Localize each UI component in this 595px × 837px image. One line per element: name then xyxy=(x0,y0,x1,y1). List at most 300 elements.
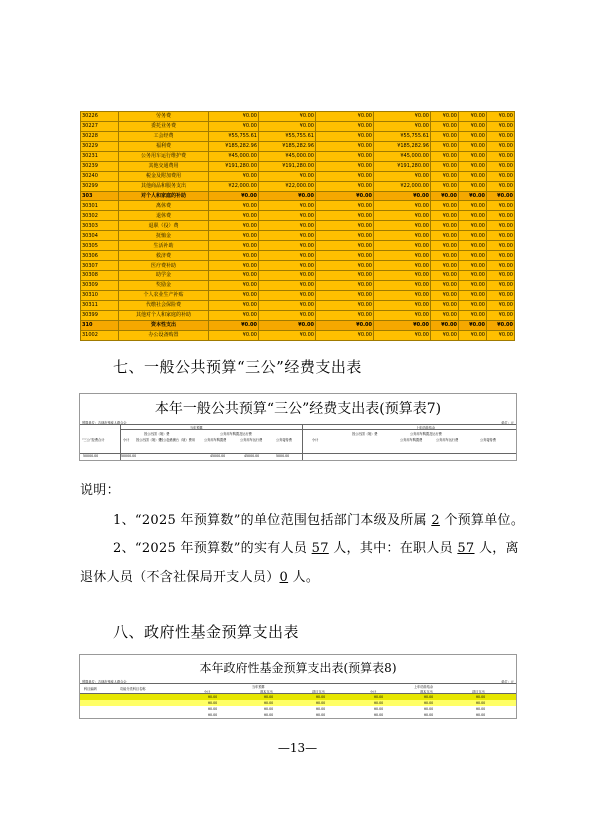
cell-value: ¥0.00 xyxy=(459,181,487,191)
table-row xyxy=(81,211,515,221)
cell-value: ¥0.00 xyxy=(487,221,515,231)
cell-value: ¥0.00 xyxy=(316,713,326,717)
cell-value: ¥0.00 xyxy=(487,121,515,131)
table-row xyxy=(81,261,515,271)
table7-val-subtotal: 50000.00 xyxy=(121,454,137,458)
page-number: —13— xyxy=(277,741,318,755)
table-row xyxy=(81,181,515,191)
cell-name: 工会经费 xyxy=(119,131,209,141)
cell-value: ¥0.00 xyxy=(374,171,431,181)
cell-value: ¥0.00 xyxy=(487,271,515,281)
table7-unit-right: 单位：元 xyxy=(501,421,514,425)
cell-value: ¥0.00 xyxy=(374,290,431,300)
cell-value: ¥0.00 xyxy=(264,707,274,711)
cell-name: 生活补助 xyxy=(119,241,209,251)
table8-title: 本年政府性基金预算支出表(预算表8) xyxy=(199,661,397,675)
cell-value: ¥0.00 xyxy=(316,300,374,310)
cell-value: ¥0.00 xyxy=(316,261,374,271)
table-row xyxy=(81,171,515,181)
cell-value: ¥55,755.61 xyxy=(374,131,431,141)
table7-col-total: “三公”经费合计 xyxy=(82,438,105,442)
table-row xyxy=(81,121,515,131)
cell-value: ¥0.00 xyxy=(431,211,459,221)
cell-value: ¥0.00 xyxy=(459,151,487,161)
cell-value: ¥0.00 xyxy=(459,112,487,122)
cell-value: ¥0.00 xyxy=(209,330,259,340)
cell-value: ¥0.00 xyxy=(316,141,374,151)
cell-value: ¥0.00 xyxy=(316,171,374,181)
table7-prev-reception: 公务接待费 xyxy=(480,438,496,442)
cell-name: 个人农业生产补贴 xyxy=(119,290,209,300)
cell-value: ¥0.00 xyxy=(374,707,384,711)
cell-value: ¥0.00 xyxy=(431,261,459,271)
table8-col-basic: 基本支出 xyxy=(260,690,273,694)
cell-value: ¥0.00 xyxy=(209,261,259,271)
cell-value: ¥0.00 xyxy=(487,231,515,241)
gov-fund-table xyxy=(79,654,517,719)
cell-value: ¥0.00 xyxy=(431,320,459,330)
table-row xyxy=(81,300,515,310)
table-row xyxy=(81,221,515,231)
cell-name: 委托业务费 xyxy=(119,121,209,131)
cell-value: ¥0.00 xyxy=(316,695,326,699)
cell-value: ¥0.00 xyxy=(459,141,487,151)
cell-code: 30309 xyxy=(81,280,119,290)
cell-value: ¥0.00 xyxy=(374,310,431,320)
table7-val-total: 50000.00 xyxy=(83,454,99,458)
cell-name: 退职（役）费 xyxy=(119,221,209,231)
cell-value: ¥0.00 xyxy=(259,241,316,251)
cell-value: ¥22,000.00 xyxy=(259,181,316,191)
table7-prev-subtotal: 小计 xyxy=(312,438,319,442)
cell-value: ¥0.00 xyxy=(487,181,515,191)
cell-name: 福利费 xyxy=(119,141,209,151)
cell-value: ¥0.00 xyxy=(259,330,316,340)
cell-value: ¥0.00 xyxy=(374,261,431,271)
expenditure-table xyxy=(80,111,515,341)
cell-value: ¥0.00 xyxy=(431,171,459,181)
cell-value: ¥0.00 xyxy=(316,201,374,211)
table7-unit-left: 预算单位：吉林市残疾人联合会 xyxy=(82,421,127,425)
table7-group-prev: 上年结转结余 xyxy=(416,426,436,430)
table-row xyxy=(81,151,515,161)
cell-value: ¥0.00 xyxy=(259,221,316,231)
cell-value: ¥0.00 xyxy=(209,320,259,330)
cell-code: 30301 xyxy=(81,201,119,211)
cell-value: ¥0.00 xyxy=(431,112,459,122)
table7-col-abroad-sub: 因公出国（境）费 xyxy=(136,438,162,442)
table7-group-current: 当年预算 xyxy=(190,426,203,430)
cell-name: 其他商品和服务支出 xyxy=(119,181,209,191)
cell-value: ¥0.00 xyxy=(374,330,431,340)
cell-value: ¥0.00 xyxy=(487,261,515,271)
cell-value: ¥0.00 xyxy=(209,121,259,131)
cell-value: ¥0.00 xyxy=(431,231,459,241)
cell-value: ¥0.00 xyxy=(374,701,384,705)
table-row xyxy=(81,330,515,340)
cell-value: ¥0.00 xyxy=(374,211,431,221)
cell-value: ¥0.00 xyxy=(316,280,374,290)
cell-code: 310 xyxy=(81,320,119,330)
notes-line1: 1、“2025 年预算数”的单位范围包括部门本级及所属 2 个预算单位。 xyxy=(113,513,525,528)
cell-value: ¥0.00 xyxy=(487,112,515,122)
cell-name: 税金及附加费用 xyxy=(119,171,209,181)
cell-value: ¥0.00 xyxy=(431,221,459,231)
cell-value: ¥0.00 xyxy=(316,151,374,161)
cell-value: ¥0.00 xyxy=(476,707,486,711)
cell-value: ¥0.00 xyxy=(424,707,434,711)
cell-name: 代缴社会保险费 xyxy=(119,300,209,310)
cell-value: ¥0.00 xyxy=(209,112,259,122)
cell-code: 303 xyxy=(81,191,119,201)
cell-value: ¥0.00 xyxy=(431,151,459,161)
cell-value: ¥0.00 xyxy=(209,201,259,211)
cell-value: ¥0.00 xyxy=(431,181,459,191)
cell-value: ¥0.00 xyxy=(316,112,374,122)
cell-name: 离休费 xyxy=(119,201,209,211)
cell-value: ¥0.00 xyxy=(476,713,486,717)
cell-value: ¥0.00 xyxy=(487,280,515,290)
cell-value: ¥0.00 xyxy=(316,241,374,251)
cell-value: ¥0.00 xyxy=(431,251,459,261)
cell-value: ¥0.00 xyxy=(259,310,316,320)
cell-value: ¥0.00 xyxy=(259,300,316,310)
table7-col-subtotal: 小计 xyxy=(123,438,130,442)
cell-value: ¥0.00 xyxy=(424,695,434,699)
cell-name: 奖励金 xyxy=(119,280,209,290)
cell-code: 30306 xyxy=(81,251,119,261)
cell-value: ¥0.00 xyxy=(476,695,486,699)
cell-value: ¥0.00 xyxy=(374,241,431,251)
cell-name: 公务用车运行维护费 xyxy=(119,151,209,161)
cell-value: ¥0.00 xyxy=(209,310,259,320)
cell-name: 资本性支出 xyxy=(119,320,209,330)
cell-value: ¥0.00 xyxy=(459,300,487,310)
cell-value: ¥0.00 xyxy=(374,231,431,241)
cell-value: ¥0.00 xyxy=(374,201,431,211)
table-row xyxy=(81,191,515,201)
cell-value: ¥0.00 xyxy=(209,300,259,310)
cell-value: ¥0.00 xyxy=(316,707,326,711)
cell-value: ¥0.00 xyxy=(459,131,487,141)
cell-value: ¥0.00 xyxy=(264,695,274,699)
cell-value: ¥0.00 xyxy=(459,161,487,171)
cell-value: ¥0.00 xyxy=(374,112,431,122)
section7-heading: 七、一般公共预算“三公”经费支出表 xyxy=(113,358,362,376)
cell-value: ¥0.00 xyxy=(259,201,316,211)
cell-value: ¥185,282.96 xyxy=(209,141,259,151)
cell-value: ¥0.00 xyxy=(431,121,459,131)
cell-value: ¥0.00 xyxy=(264,713,274,717)
cell-value: ¥0.00 xyxy=(209,251,259,261)
cell-value: ¥22,000.00 xyxy=(374,181,431,191)
cell-value: ¥0.00 xyxy=(316,161,374,171)
cell-value: ¥0.00 xyxy=(209,290,259,300)
table8-group-current: 当年预算 xyxy=(252,685,265,689)
table7-prev-abroad: 因公出国（境）费 xyxy=(352,432,378,436)
cell-value: ¥0.00 xyxy=(431,161,459,171)
cell-code: 30228 xyxy=(81,131,119,141)
cell-value: ¥0.00 xyxy=(431,141,459,151)
cell-value: ¥0.00 xyxy=(316,181,374,191)
table8-prev-total: 小计 xyxy=(370,690,377,694)
cell-value: ¥0.00 xyxy=(431,280,459,290)
cell-value: ¥0.00 xyxy=(316,330,374,340)
cell-code: 30227 xyxy=(81,121,119,131)
cell-value: ¥0.00 xyxy=(459,330,487,340)
table-row xyxy=(81,112,515,122)
cell-code: 30299 xyxy=(81,181,119,191)
cell-value: ¥0.00 xyxy=(487,151,515,161)
cell-value: ¥0.00 xyxy=(431,300,459,310)
notes-line2: 2、“2025 年预算数”的实有人员 57 人，其中：在职人员 57 人，离 xyxy=(113,541,519,556)
cell-value: ¥45,000.00 xyxy=(374,151,431,161)
cell-value: ¥0.00 xyxy=(487,251,515,261)
table8-col-project: 项目支出 xyxy=(312,690,325,694)
cell-value: ¥0.00 xyxy=(487,300,515,310)
cell-value: ¥0.00 xyxy=(316,211,374,221)
cell-value: ¥0.00 xyxy=(209,191,259,201)
cell-value: ¥0.00 xyxy=(487,290,515,300)
cell-code: 30311 xyxy=(81,300,119,310)
cell-value: ¥0.00 xyxy=(459,290,487,300)
cell-value: ¥0.00 xyxy=(431,330,459,340)
table7-title: 本年一般公共预算“三公”经费支出表(预算表7) xyxy=(154,401,442,417)
cell-value: ¥0.00 xyxy=(209,241,259,251)
cell-value: ¥0.00 xyxy=(209,280,259,290)
three-public-table xyxy=(79,393,517,461)
cell-name: 办公设备购置 xyxy=(119,330,209,340)
cell-value: ¥0.00 xyxy=(487,330,515,340)
cell-value: ¥0.00 xyxy=(431,310,459,320)
table-row xyxy=(81,290,515,300)
table8-col-name: 功能分类科目名称 xyxy=(120,687,146,691)
cell-value: ¥0.00 xyxy=(374,280,431,290)
cell-name: 救济费 xyxy=(119,251,209,261)
cell-value: ¥0.00 xyxy=(259,231,316,241)
cell-value: ¥0.00 xyxy=(259,251,316,261)
table7-prev-vehicle-buy: 公务用车购置费 xyxy=(400,438,423,442)
cell-code: 30304 xyxy=(81,231,119,241)
cell-value: ¥0.00 xyxy=(209,211,259,221)
table7-col-reception: 公务接待费 xyxy=(276,438,292,442)
cell-value: ¥0.00 xyxy=(374,320,431,330)
notes-line3: 退休人员（不含社保局开支人员）0 人。 xyxy=(80,570,320,585)
cell-value: ¥0.00 xyxy=(487,141,515,151)
cell-value: ¥0.00 xyxy=(459,211,487,221)
cell-name: 其他对个人和家庭的补助 xyxy=(119,310,209,320)
cell-value: ¥0.00 xyxy=(259,271,316,281)
cell-value: ¥55,755.61 xyxy=(259,131,316,141)
cell-value: ¥191,280.00 xyxy=(374,161,431,171)
cell-value: ¥0.00 xyxy=(259,112,316,122)
cell-code: 30310 xyxy=(81,290,119,300)
table-row xyxy=(81,161,515,171)
table-row xyxy=(81,280,515,290)
cell-value: ¥0.00 xyxy=(316,701,326,705)
cell-code: 30240 xyxy=(81,171,119,181)
cell-value: ¥0.00 xyxy=(374,695,384,699)
cell-value: ¥0.00 xyxy=(316,271,374,281)
cell-value: ¥0.00 xyxy=(259,280,316,290)
cell-value: ¥191,280.00 xyxy=(209,161,259,171)
cell-value: ¥0.00 xyxy=(459,310,487,320)
table7-col-vehicle-buy: 公务用车购置费 xyxy=(204,438,227,442)
cell-value: ¥0.00 xyxy=(459,271,487,281)
cell-value: ¥0.00 xyxy=(316,310,374,320)
cell-value: ¥0.00 xyxy=(316,121,374,131)
cell-value: ¥0.00 xyxy=(487,131,515,141)
cell-value: ¥0.00 xyxy=(374,271,431,281)
table7-prev-vehicle: 公务用车购置及运行费 xyxy=(410,432,442,436)
cell-value: ¥0.00 xyxy=(424,713,434,717)
cell-code: 30305 xyxy=(81,241,119,251)
cell-value: ¥0.00 xyxy=(487,191,515,201)
cell-value: ¥0.00 xyxy=(459,261,487,271)
cell-value: ¥55,755.61 xyxy=(209,131,259,141)
cell-code: 30303 xyxy=(81,221,119,231)
cell-value: ¥0.00 xyxy=(476,701,486,705)
cell-code: 30226 xyxy=(81,112,119,122)
cell-value: ¥0.00 xyxy=(208,707,218,711)
cell-value: ¥0.00 xyxy=(316,191,374,201)
cell-name: 其他交通费用 xyxy=(119,161,209,171)
cell-value: ¥45,000.00 xyxy=(259,151,316,161)
cell-value: ¥0.00 xyxy=(487,310,515,320)
cell-value: ¥0.00 xyxy=(316,320,374,330)
table8-prev-project: 项目支出 xyxy=(472,690,485,694)
cell-value: ¥0.00 xyxy=(459,241,487,251)
cell-name: 抚恤金 xyxy=(119,231,209,241)
cell-value: ¥0.00 xyxy=(459,121,487,131)
cell-value: ¥0.00 xyxy=(316,231,374,241)
cell-value: ¥0.00 xyxy=(431,241,459,251)
cell-value: ¥0.00 xyxy=(487,171,515,181)
table-row xyxy=(80,712,516,719)
cell-value: ¥0.00 xyxy=(208,701,218,705)
cell-value: ¥0.00 xyxy=(259,320,316,330)
cell-value: ¥22,000.00 xyxy=(209,181,259,191)
table-row xyxy=(81,271,515,281)
cell-value: ¥185,282.96 xyxy=(374,141,431,151)
cell-value: ¥0.00 xyxy=(459,221,487,231)
cell-value: ¥0.00 xyxy=(316,131,374,141)
cell-code: 30307 xyxy=(81,261,119,271)
cell-value: ¥0.00 xyxy=(264,701,274,705)
cell-code: 30399 xyxy=(81,310,119,320)
table-row xyxy=(81,141,515,151)
cell-name: 劳务费 xyxy=(119,112,209,122)
cell-value: ¥0.00 xyxy=(259,211,316,221)
cell-value: ¥0.00 xyxy=(487,211,515,221)
table8-col-total: 小计 xyxy=(204,690,211,694)
cell-value: ¥0.00 xyxy=(459,320,487,330)
cell-value: ¥0.00 xyxy=(209,221,259,231)
table7-val-vehicle-sub: 45000.00 xyxy=(210,454,226,458)
cell-value: ¥0.00 xyxy=(259,290,316,300)
cell-value: ¥0.00 xyxy=(459,191,487,201)
cell-value: ¥0.00 xyxy=(459,231,487,241)
cell-value: ¥0.00 xyxy=(431,201,459,211)
cell-value: ¥0.00 xyxy=(259,121,316,131)
table7-prev-vehicle-run: 公务用车运行费 xyxy=(436,438,459,442)
cell-code: 30308 xyxy=(81,271,119,281)
cell-value: ¥0.00 xyxy=(374,191,431,201)
notes-label: 说明： xyxy=(80,483,120,498)
section8-heading: 八、政府性基金预算支出表 xyxy=(113,623,300,641)
cell-value: ¥191,280.00 xyxy=(259,161,316,171)
cell-value: ¥0.00 xyxy=(259,191,316,201)
cell-value: ¥0.00 xyxy=(431,290,459,300)
cell-value: ¥0.00 xyxy=(459,201,487,211)
cell-value: ¥0.00 xyxy=(208,713,218,717)
cell-value: ¥0.00 xyxy=(374,300,431,310)
cell-value: ¥185,282.96 xyxy=(259,141,316,151)
cell-value: ¥0.00 xyxy=(431,191,459,201)
table7-col-abroad: 因公出国（境）费 xyxy=(144,432,170,436)
cell-value: ¥0.00 xyxy=(374,713,384,717)
table-row xyxy=(81,310,515,320)
cell-code: 30231 xyxy=(81,151,119,161)
table8-prev-basic: 基本支出 xyxy=(420,690,433,694)
cell-value: ¥0.00 xyxy=(487,241,515,251)
cell-value: ¥0.00 xyxy=(424,701,434,705)
cell-value: ¥0.00 xyxy=(259,171,316,181)
cell-value: ¥0.00 xyxy=(209,231,259,241)
table7-val-reception: 5000.00 xyxy=(276,454,290,458)
table8-group-prev: 上年结转结余 xyxy=(414,685,434,689)
table7-col-vehicle: 公务用车购置及运行费 xyxy=(220,432,252,436)
cell-name: 退休费 xyxy=(119,211,209,221)
table7-col-abroad-hk: 因公赴港澳台（境）费用 xyxy=(160,438,196,442)
cell-value: ¥0.00 xyxy=(374,121,431,131)
cell-value: ¥0.00 xyxy=(209,271,259,281)
table8-unit-right: 单位：元 xyxy=(501,680,514,684)
table7-val-vehicle-run: 45000.00 xyxy=(244,454,260,458)
cell-value: ¥0.00 xyxy=(209,171,259,181)
cell-value: ¥0.00 xyxy=(459,280,487,290)
cell-value: ¥0.00 xyxy=(316,221,374,231)
cell-code: 31002 xyxy=(81,330,119,340)
cell-code: 30239 xyxy=(81,161,119,171)
cell-name: 对个人和家庭的补助 xyxy=(119,191,209,201)
cell-value: ¥0.00 xyxy=(374,221,431,231)
cell-name: 助学金 xyxy=(119,271,209,281)
cell-value: ¥0.00 xyxy=(374,251,431,261)
table-row xyxy=(81,131,515,141)
cell-value: ¥0.00 xyxy=(316,290,374,300)
table7-col-vehicle-run: 公务用车运行费 xyxy=(240,438,263,442)
cell-value: ¥0.00 xyxy=(316,251,374,261)
cell-value: ¥0.00 xyxy=(487,201,515,211)
table-row xyxy=(81,231,515,241)
cell-value: ¥0.00 xyxy=(259,261,316,271)
table-row xyxy=(81,201,515,211)
cell-value: ¥0.00 xyxy=(459,171,487,181)
table-row xyxy=(81,241,515,251)
cell-code: 30302 xyxy=(81,211,119,221)
cell-name: 医疗费补助 xyxy=(119,261,209,271)
table8-col-code: 科目编码 xyxy=(84,687,97,691)
cell-value: ¥0.00 xyxy=(431,131,459,141)
cell-value: ¥45,000.00 xyxy=(209,151,259,161)
cell-value: ¥0.00 xyxy=(487,161,515,171)
table-row xyxy=(81,320,515,330)
cell-value: ¥0.00 xyxy=(487,320,515,330)
table8-unit-left: 预算单位：吉林市残疾人联合会 xyxy=(82,680,127,684)
table-row xyxy=(81,251,515,261)
cell-value: ¥0.00 xyxy=(459,251,487,261)
